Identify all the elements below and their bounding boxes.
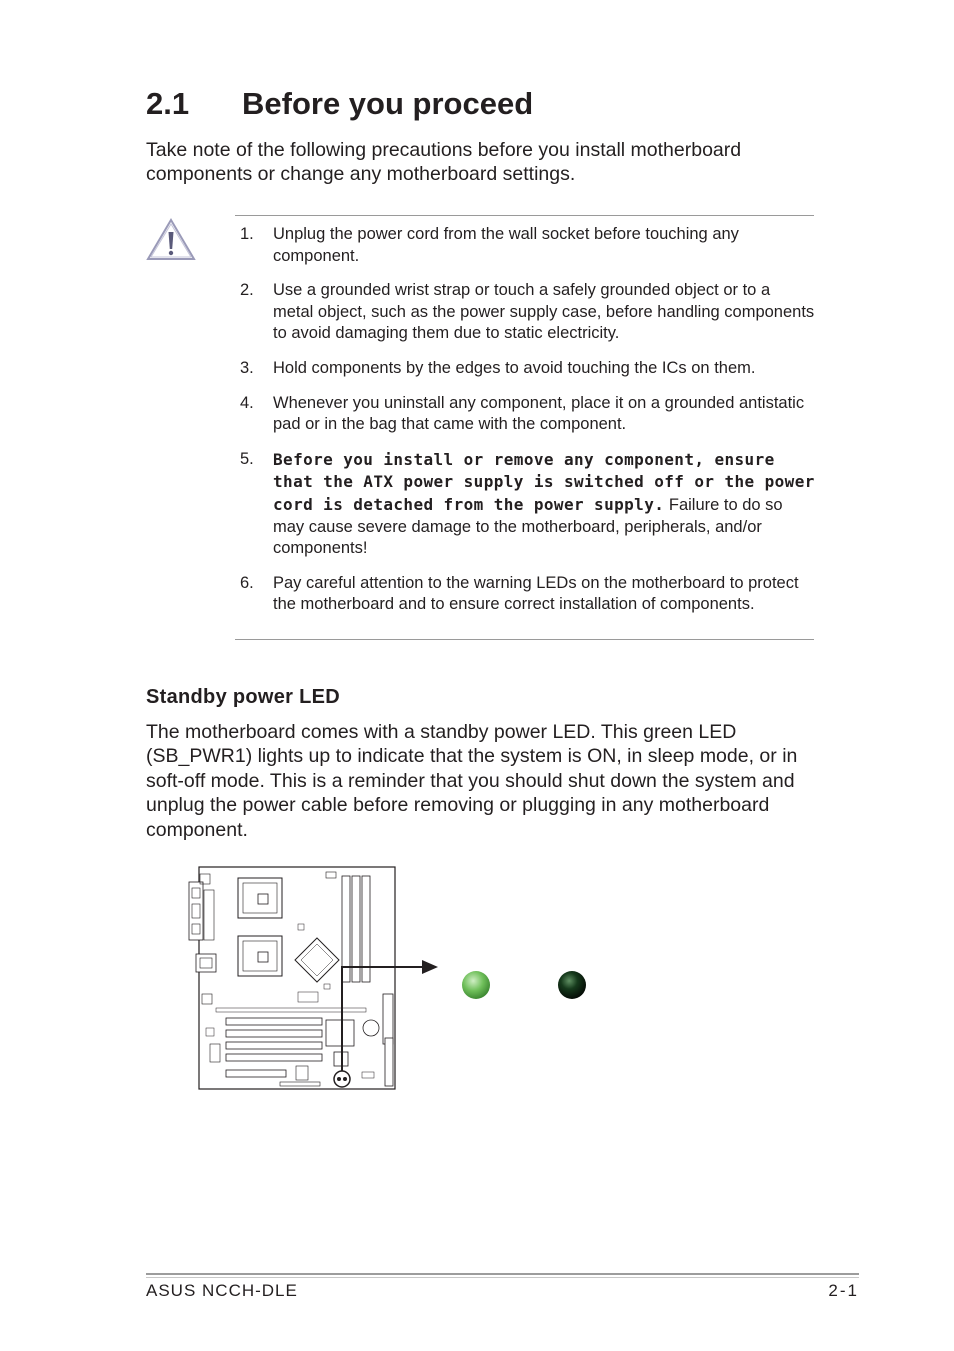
cpu-socket-2	[238, 936, 282, 976]
footer-rule-thin	[146, 1277, 859, 1278]
item-number: 1.	[240, 225, 254, 243]
led-location-marker	[334, 1071, 350, 1087]
item-number: 5.	[240, 449, 254, 468]
item-text: Failure to do so may cause severe damage to the motherboard, peripherals, and/or components!	[273, 495, 783, 558]
standby-heading: Standby power LED	[146, 686, 341, 708]
section-title: Before you proceed	[242, 86, 534, 121]
arrow-head	[422, 960, 438, 974]
list-item	[240, 358, 815, 380]
list-item	[240, 449, 815, 560]
item-number: 3.	[240, 358, 254, 377]
list-bottom-rule	[235, 639, 814, 640]
list-item	[240, 393, 815, 436]
item-text: Unplug the power cord from the wall socket before touching any component.	[273, 225, 739, 265]
item-text: Whenever you uninstall any component, place it on a grounded antistatic pad or in the bag that came with the component.	[273, 393, 805, 434]
led-off-icon	[558, 971, 586, 999]
item-text: Use a grounded wrist strap or touch a safely grounded object or to a metal object, such as the power supply case, before handling components to avoid damaging them due to static electricity.	[273, 281, 815, 343]
precautions-list	[240, 224, 815, 629]
item-text: Pay careful attention to the warning LEDs on the motherboard to protect the motherboard and to ensure correct installation of components.	[273, 573, 799, 614]
led-on-icon	[462, 971, 490, 999]
item-number: 6.	[240, 573, 254, 592]
list-item	[240, 573, 815, 616]
pci-slot	[226, 1054, 322, 1061]
pci-slot	[226, 1070, 286, 1077]
footer-product-name: ASUS NCCH-DLE	[146, 1281, 298, 1300]
footer-page-number: 2-1	[828, 1281, 859, 1300]
standby-paragraph: The motherboard comes with a standby power LED. This green LED (SB_PWR1) lights up to indicate that the system is ON, in sleep mode, or in soft-off mode. This is a reminder that you should shut down the system and unplug the power cable before removing or plugging in any motherboard component.	[146, 721, 798, 841]
section-number: 2.1	[146, 86, 190, 121]
item-number: 4.	[240, 393, 254, 412]
warning-triangle-icon	[146, 218, 196, 262]
item-bold-text: Before you install or remove any component, ensure that the ATX power supply is switched off or the power cord is detached from the power supply.	[273, 449, 815, 514]
pci-slot	[226, 1018, 322, 1025]
pci-slot	[226, 1030, 322, 1037]
cpu-socket-1	[238, 878, 282, 918]
list-item	[240, 224, 815, 267]
motherboard-layout-diagram	[186, 860, 606, 1100]
intro-paragraph: Take note of the following precautions before you install motherboard components or change any motherboard settings.	[146, 139, 742, 185]
item-text: Hold components by the edges to avoid touching the ICs on them.	[273, 358, 756, 377]
item-number: 2.	[240, 281, 254, 300]
footer-rule	[146, 1273, 859, 1275]
pci-slot	[226, 1042, 322, 1049]
list-top-rule	[235, 215, 814, 216]
section-heading	[146, 86, 533, 122]
list-item	[240, 280, 815, 345]
